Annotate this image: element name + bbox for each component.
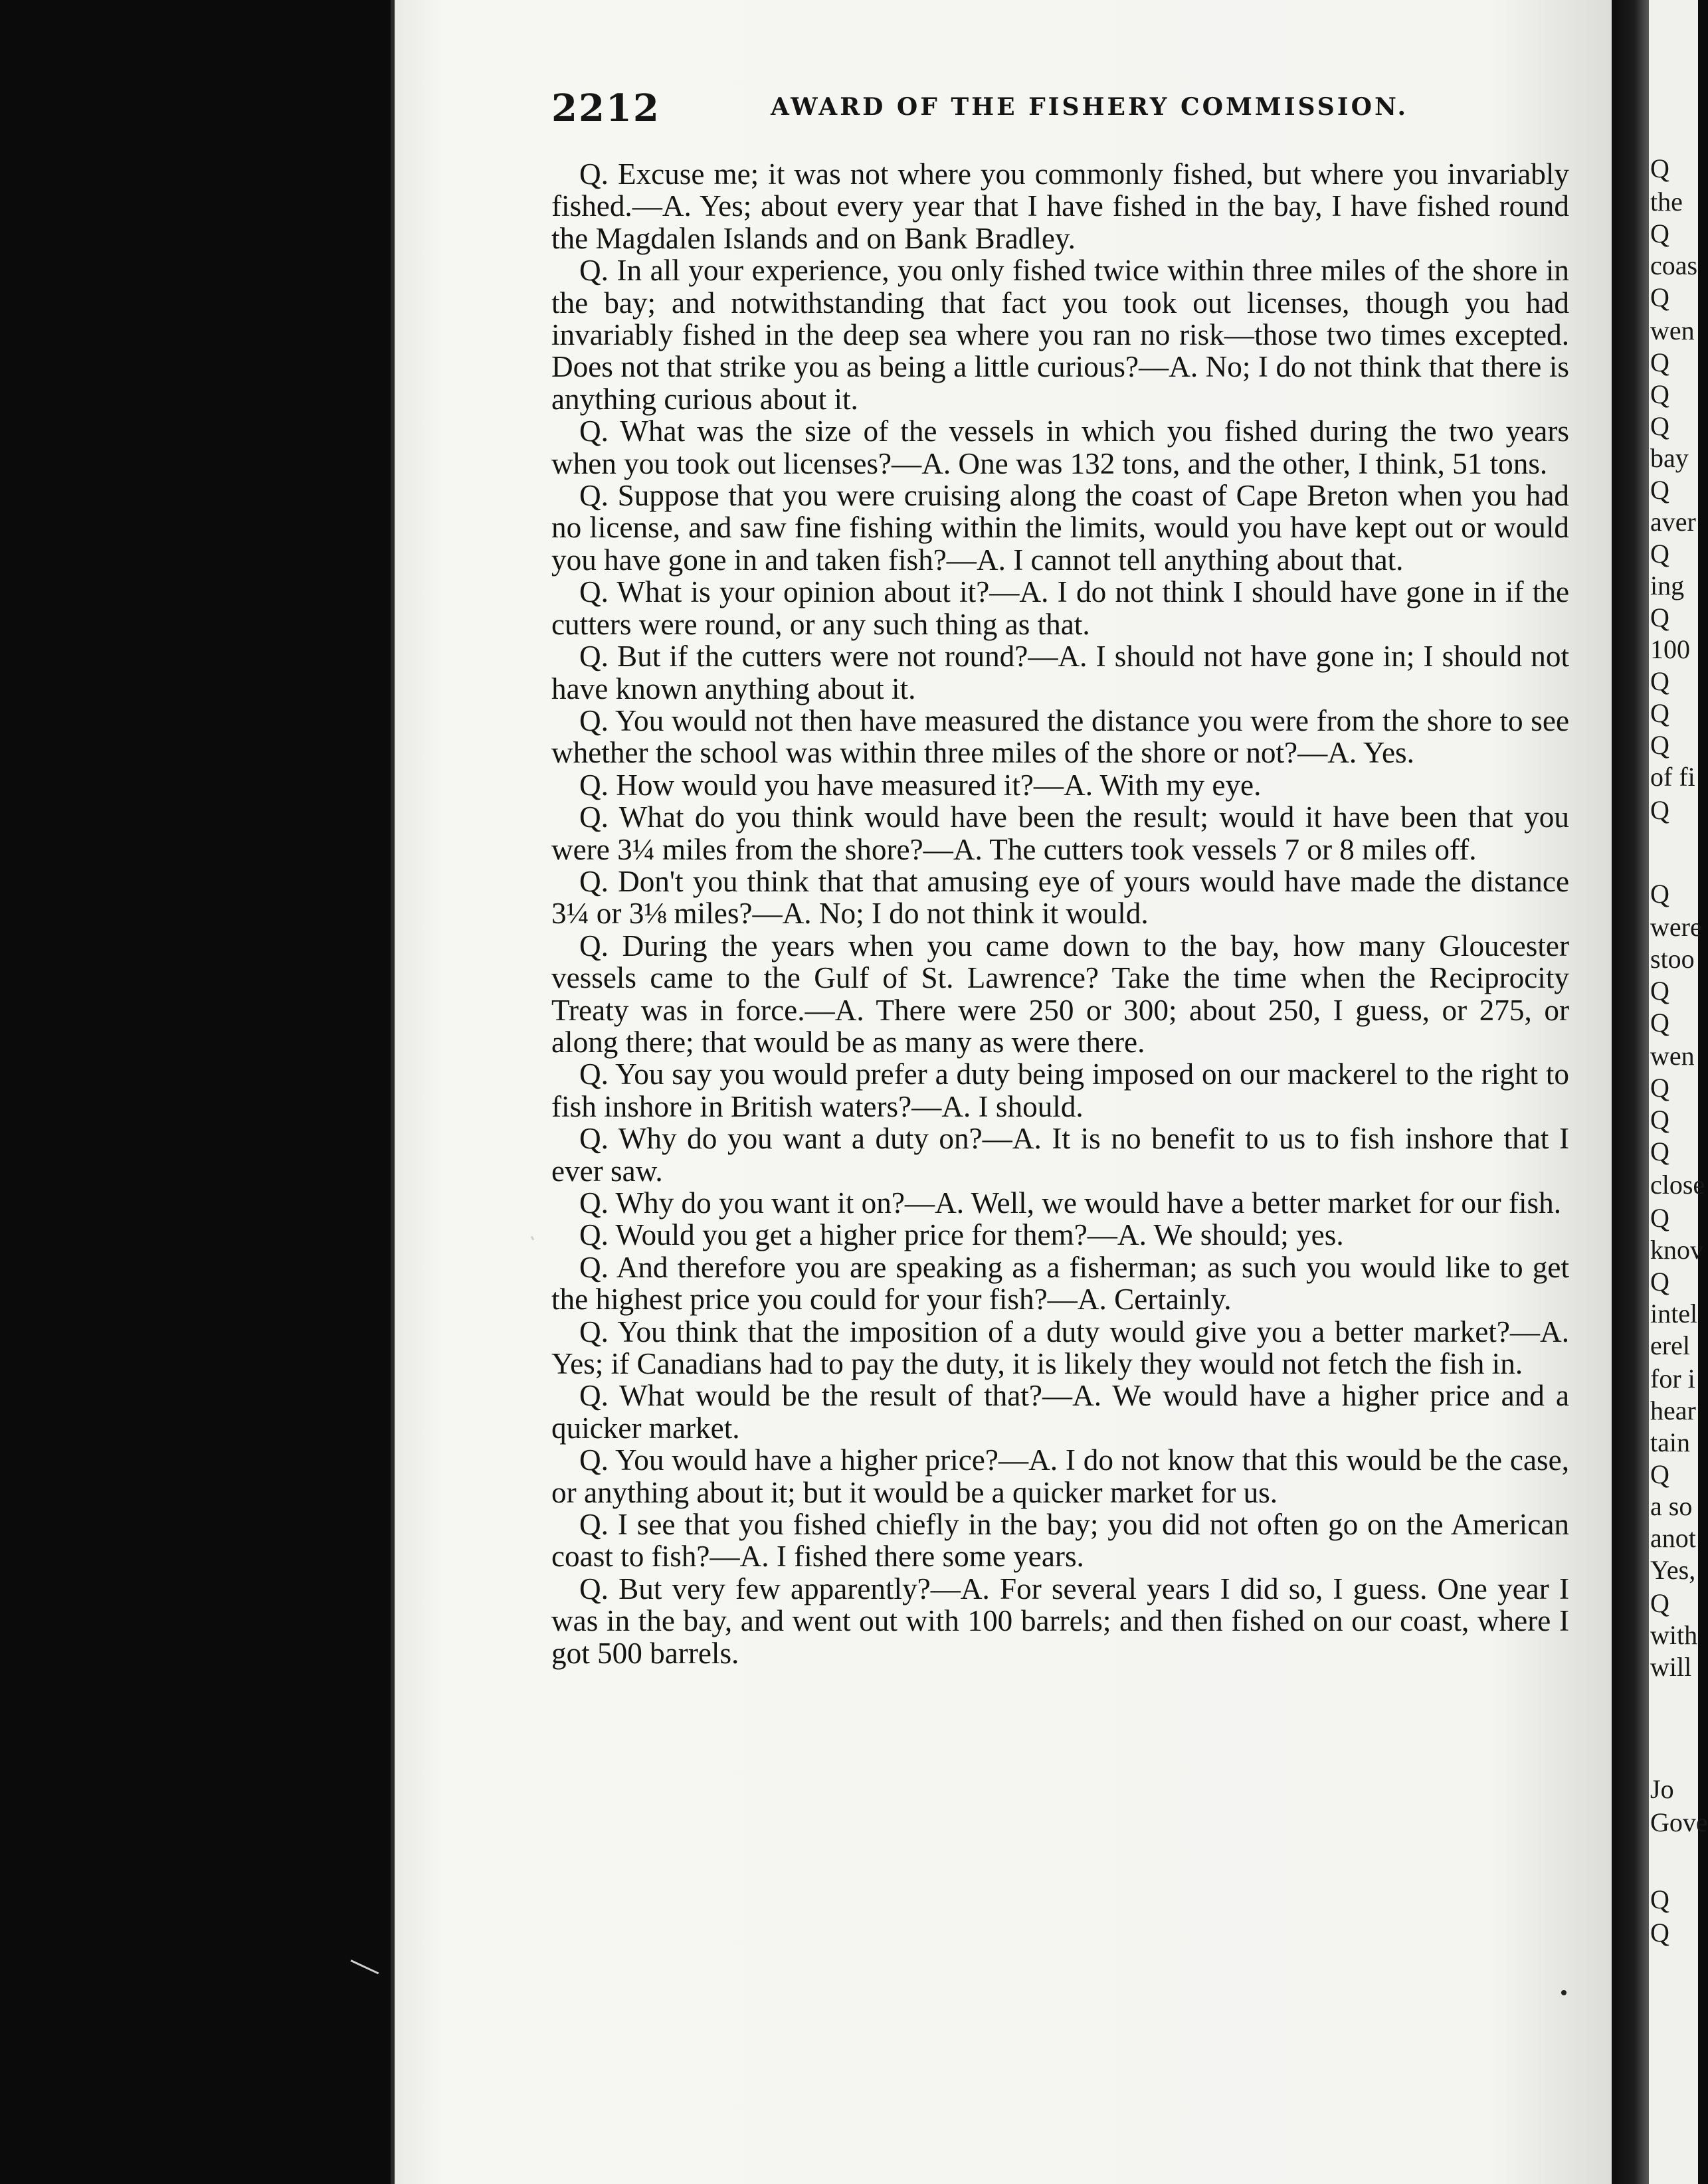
page-header [551,86,1512,139]
paragraph: Q. You would not then have measured the distance you were from the shore to see whether the school was within three miles of the shore or not?—A. Yes. [551,703,1569,770]
ink-speck [1561,1990,1566,1995]
facing-page-edge [1612,0,1708,2184]
paragraph: Q. But very few apparently?—A. For several years I did so, I guess. One year I was in the bay, and went out with 100 barrels; and then fished on our coast, where I got 500 barrels. [551,1572,1569,1670]
page-number: 2212 [551,86,660,130]
facing-page-fragment: were [1650,912,1702,942]
facing-page-fragment: anot [1650,1523,1696,1553]
facing-page-fragment: ing [1650,571,1685,600]
facing-page-fragment: Q [1650,153,1669,183]
facing-page-fragment: Jo [1650,1774,1674,1804]
facing-page-fragment: close [1650,1170,1705,1200]
facing-page-fragment: Q [1650,602,1669,632]
facing-page-fragment: hear [1650,1396,1696,1425]
paragraph: Q. In all your experience, you only fished twice within three miles of the shore in the bay; and notwithstanding that fact you took out licenses, though you had invariably fished in the deep sea where you ran no risk—those two times excepted. Does not that strike you as being a little curious?—A. No; I do not think that there is anything curious about it. [551,254,1569,416]
paragraph: Q. What is your opinion about it?—A. I do not think I should have gone in if the cutters were round, or any such thing as that. [551,575,1569,641]
facing-page-fragment: Q [1650,1008,1669,1038]
facing-page-fragment: Q [1650,1918,1669,1948]
facing-page-fragment: Q [1650,666,1669,696]
facing-page-fragment: Q [1650,698,1669,728]
facing-page-fragment: stoo [1650,944,1695,974]
facing-page-fragment: Q [1650,282,1669,312]
facing-page-fragment: Q [1650,539,1669,569]
facing-page-fragment: bay [1650,443,1689,473]
facing-page-fragment: Q [1650,1588,1669,1618]
paragraph: Q. Why do you want a duty on?—A. It is no benefit to us to fish inshore that I ever saw. [551,1122,1569,1188]
facing-page-fragment: Q [1650,379,1669,409]
facing-page-fragment: the [1650,187,1683,217]
paragraph: Q. Why do you want it on?—A. Well, we would have a better market for our fish. [579,1186,1561,1220]
paragraph: Q. Excuse me; it was not where you commonly fished, but where you invariably fished.—A. Yes; about every year that I have fished in the bay, I have fished round the Magdalen Islands and on Bank Bradley. [551,157,1569,255]
paragraph: Q. I see that you fished chiefly in the bay; you did not often go on the American coast to fish?—A. I fished there some years. [551,1508,1569,1574]
facing-page-fragment: wen [1650,316,1695,345]
paragraph: Q. Don't you think that that amusing eye of yours would have made the distance 3¼ or 3⅛ miles?—A. No; I do not think it would. [551,864,1569,931]
paragraph: Q. Would you get a higher price for them?—A. We should; yes. [579,1218,1344,1252]
paragraph: Q. During the years when you came down to the bay, how many Gloucester vessels came to the Gulf of St. Lawrence? Take the time when the Reciprocity Treaty was in force.—A. There were 250 or 300; about 250, I guess, or 275, or along there; that would be as many as were there. [551,929,1569,1059]
facing-page-fragment: 100 [1650,634,1690,664]
running-title: AWARD OF THE FISHERY COMMISSION. [771,93,1409,121]
paragraph: Q. You think that the imposition of a duty would give you a better market?—A. Yes; if Canadians had to pay the duty, it is likely they would not fetch the fish in. [551,1315,1569,1381]
scan-mark [350,1959,379,1974]
facing-page-fragment: for i [1650,1364,1695,1394]
facing-page-fragment: Q [1650,1203,1669,1233]
facing-page-fragment: Q [1650,411,1669,441]
facing-page-fragment: coas [1650,250,1698,280]
facing-page-fragment: Q [1650,1884,1669,1914]
body-text [551,158,1569,1669]
paragraph: Q. What would be the result of that?—A. We would have a higher price and a quicker market. [551,1379,1569,1445]
facing-page-fragment: knov [1650,1235,1703,1265]
facing-page-fragment: a so [1650,1491,1693,1521]
facing-page-fragment: Gove [1650,1807,1708,1837]
facing-page-fragment: will [1650,1652,1692,1682]
facing-page-fragment: Q [1650,347,1669,377]
facing-page-fragment: with [1650,1620,1698,1650]
facing-page-fragment: wen [1650,1041,1695,1071]
facing-page-fragment: Q [1650,795,1669,825]
paragraph: Q. Suppose that you were cruising along the coast of Cape Breton when you had no license, and saw fine fishing within the limits, would you have kept out or would you have gone in and taken fish?—A. I cannot tell anything about that. [551,479,1569,577]
facing-page-fragment: Q [1650,730,1669,760]
facing-page-fragment: Q [1650,1267,1669,1297]
facing-page-fragment: Q [1650,879,1669,909]
facing-page-fragment: Q [1650,976,1669,1006]
paragraph: Q. You would have a higher price?—A. I do not know that this would be the case, or anything about it; but it would be a quicker market for us. [551,1443,1569,1509]
document-page [391,0,1612,2184]
binding-gutter [1612,0,1649,2184]
facing-page-fragment: Yes, [1650,1555,1696,1585]
facing-page-fragment: Q [1650,1459,1669,1489]
facing-page-fragment: Q [1650,1137,1669,1166]
facing-page-fragment: Q [1650,1105,1669,1135]
paragraph: Q. And therefore you are speaking as a fisherman; as such you would like to get the highest price you could for your fish?—A. Certainly. [551,1250,1569,1317]
facing-page-fragment: of fi [1650,762,1695,792]
facing-page-fragment: Q [1650,475,1669,505]
facing-page-fragment: intel [1650,1299,1698,1328]
paragraph: Q. But if the cutters were not round?—A. I should not have gone in; I should not have known anything about it. [551,640,1569,705]
facing-page-fragment: Q [1650,219,1669,248]
paragraph: Q. How would you have measured it?—A. With my eye. [579,768,1262,802]
paragraph: Q. You say you would prefer a duty being imposed on our mackerel to the right to fish inshore in British waters?—A. I should. [551,1057,1569,1123]
facing-page-fragment: erel [1650,1330,1690,1360]
facing-page-fragment: tain [1650,1427,1690,1457]
facing-page-fragment: aver [1650,507,1696,537]
paragraph: Q. What was the size of the vessels in which you fished during the two years when you took out licenses?—A. One was 132 tons, and the other, I think, 51 tons. [551,414,1569,480]
paragraph: Q. What do you think would have been the result; would it have been that you were 3¼ miles from the shore?—A. The cutters took vessels 7 or 8 miles off. [551,800,1569,866]
facing-page-fragment: Q [1650,1073,1669,1103]
